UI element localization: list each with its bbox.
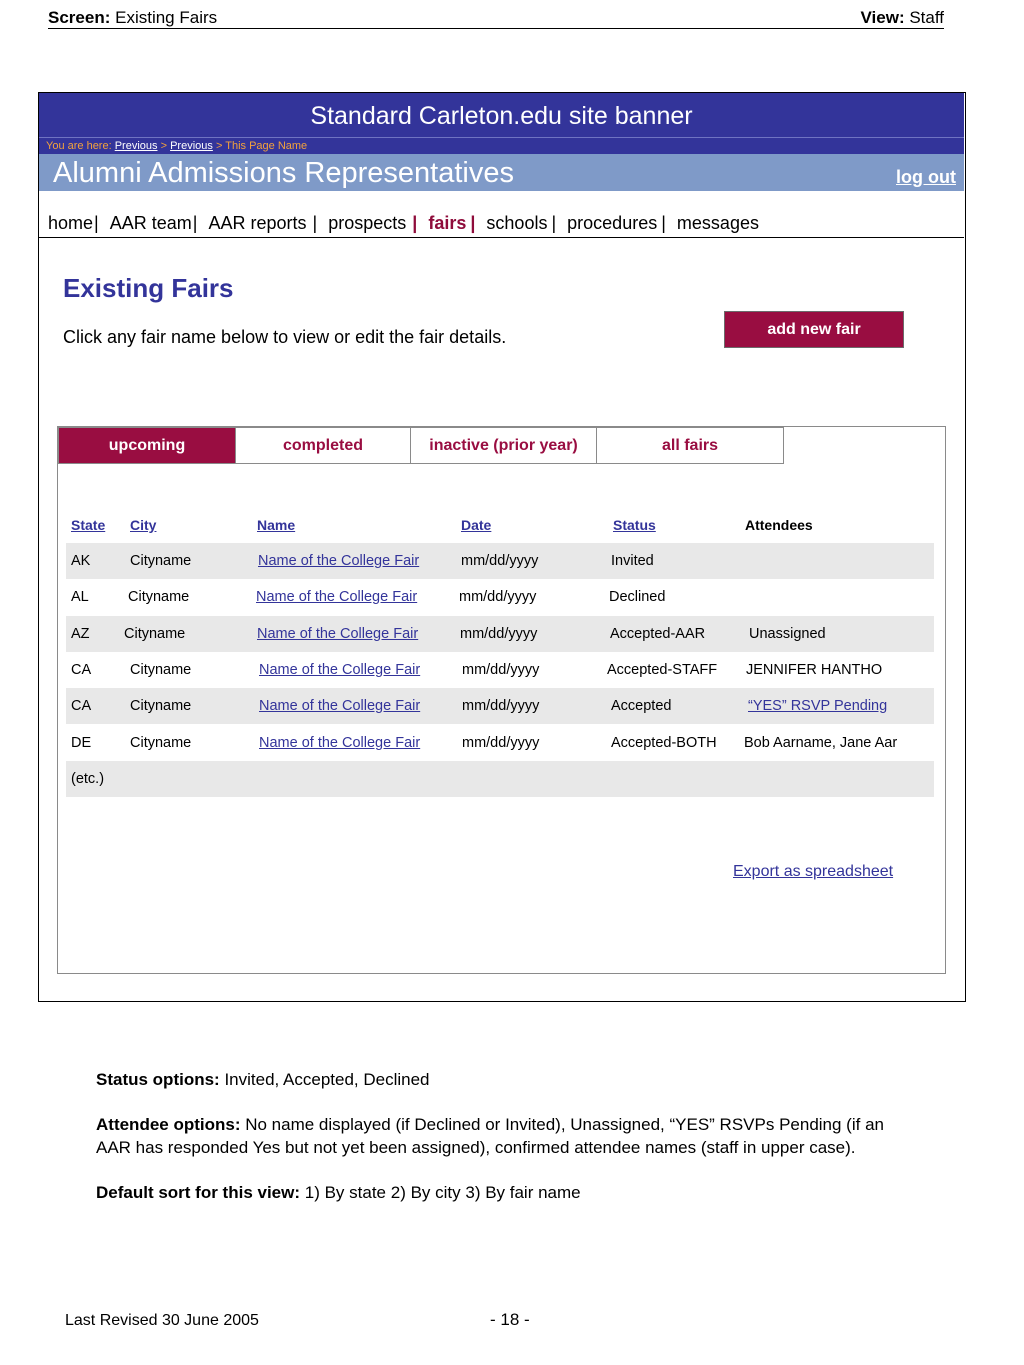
cell-state: AZ bbox=[71, 626, 90, 642]
nav-separator: | bbox=[551, 213, 557, 233]
rsvp-pending-link[interactable]: “YES” RSVP Pending bbox=[748, 698, 888, 714]
page-number: - 18 - bbox=[490, 1310, 530, 1329]
breadcrumb-separator: > bbox=[160, 140, 168, 152]
export-spreadsheet-link[interactable]: Export as spreadsheet bbox=[733, 863, 894, 880]
column-header-city[interactable]: City bbox=[130, 517, 157, 533]
cell-state: AK bbox=[71, 553, 91, 569]
note-text: No name displayed (if Declined or Invited), Unassigned, “YES” RSVPs Pending (if an AAR has responded Yes but not yet been assigned), confirmed attendee names (staff in upper case). bbox=[96, 1115, 884, 1157]
cell-date: mm/dd/yyyy bbox=[462, 698, 540, 714]
table-row bbox=[66, 543, 934, 579]
site-banner: Standard Carleton.edu site banner bbox=[39, 93, 964, 137]
attendee-options-note bbox=[96, 1113, 896, 1159]
cell-state: DE bbox=[71, 735, 92, 751]
nav-item-home[interactable]: home bbox=[48, 213, 94, 233]
note-text: 1) By state 2) By city 3) By fair name bbox=[300, 1183, 581, 1202]
nav-item-aar-team[interactable]: AAR team bbox=[109, 213, 192, 233]
note-label: Default sort for this view: bbox=[96, 1183, 301, 1202]
nav-separator: | bbox=[661, 213, 666, 233]
cell-city: Cityname bbox=[128, 589, 190, 605]
breadcrumb bbox=[39, 137, 964, 154]
nav-item-fairs[interactable]: fairs bbox=[428, 213, 467, 233]
breadcrumb-link-previous-1[interactable]: Previous bbox=[114, 140, 158, 152]
cell-date: mm/dd/yyyy bbox=[459, 589, 537, 605]
app-title: Alumni Admissions Representatives bbox=[53, 157, 514, 189]
fair-name-link[interactable]: Name of the College Fair bbox=[256, 589, 418, 605]
app-title-bar bbox=[39, 154, 964, 191]
nav-item-schools[interactable]: schools bbox=[486, 213, 548, 233]
annotation-notes bbox=[96, 1068, 896, 1226]
cell-status: Accepted-STAFF bbox=[607, 662, 718, 678]
screen-value: Existing Fairs bbox=[115, 8, 218, 27]
cell-attendees: Unassigned bbox=[749, 626, 826, 642]
note-text: Invited, Accepted, Declined bbox=[219, 1070, 430, 1089]
nav-item-procedures[interactable]: procedures bbox=[567, 213, 658, 233]
cell-status: Accepted-BOTH bbox=[611, 735, 717, 751]
table-row-etc bbox=[66, 761, 934, 797]
cell-city: Cityname bbox=[124, 626, 186, 642]
cell-date: mm/dd/yyyy bbox=[461, 553, 539, 569]
add-new-fair-button[interactable]: add new fair bbox=[724, 311, 904, 348]
status-options-note bbox=[96, 1068, 896, 1091]
fair-name-link[interactable]: Name of the College Fair bbox=[259, 735, 421, 751]
fairs-panel bbox=[57, 426, 946, 974]
view-label: View: bbox=[860, 8, 905, 27]
cell-state: CA bbox=[71, 662, 92, 678]
cell-city: Cityname bbox=[130, 735, 192, 751]
cell-city: Cityname bbox=[130, 698, 192, 714]
cell-status: Invited bbox=[611, 553, 654, 569]
nav-item-messages[interactable]: messages bbox=[676, 213, 759, 233]
table-row bbox=[66, 725, 934, 761]
table-row bbox=[66, 579, 934, 615]
cell-state: CA bbox=[71, 698, 92, 714]
last-revised-text: Last Revised 30 June 2005 bbox=[65, 1312, 259, 1329]
nav-separator: | bbox=[94, 213, 99, 233]
cell-city: Cityname bbox=[130, 662, 192, 678]
fair-name-link[interactable]: Name of the College Fair bbox=[258, 553, 420, 569]
cell-attendees: JENNIFER HANTHO bbox=[746, 662, 883, 678]
table-row bbox=[66, 652, 934, 688]
nav-item-prospects[interactable]: prospects bbox=[328, 213, 407, 233]
view-value: Staff bbox=[909, 8, 944, 27]
document-header bbox=[48, 8, 944, 29]
site-mockup-frame bbox=[38, 92, 966, 1002]
cell-status: Accepted bbox=[611, 698, 672, 714]
cell-date: mm/dd/yyyy bbox=[460, 626, 538, 642]
cell-date: mm/dd/yyyy bbox=[462, 735, 540, 751]
tab-inactive-prior-year[interactable]: inactive (prior year) bbox=[410, 427, 597, 464]
column-header-state[interactable]: State bbox=[71, 517, 106, 533]
fair-name-link[interactable]: Name of the College Fair bbox=[259, 662, 421, 678]
view-info bbox=[861, 8, 944, 28]
breadcrumb-link-previous-2[interactable]: Previous bbox=[170, 140, 213, 152]
tab-all-fairs[interactable]: all fairs bbox=[596, 427, 784, 464]
cell-date: mm/dd/yyyy bbox=[462, 662, 540, 678]
cell-status: Accepted-AAR bbox=[610, 626, 706, 642]
column-header-status[interactable]: Status bbox=[613, 517, 656, 533]
tab-completed[interactable]: completed bbox=[235, 427, 411, 464]
nav-separator: | bbox=[412, 213, 418, 233]
nav-separator: | bbox=[470, 213, 476, 233]
note-label: Status options: bbox=[96, 1070, 220, 1089]
default-sort-note bbox=[96, 1181, 896, 1204]
screen-info bbox=[48, 8, 217, 28]
column-header-attendees: Attendees bbox=[745, 517, 813, 533]
etc-text: (etc.) bbox=[71, 771, 105, 787]
cell-state: AL bbox=[71, 589, 89, 605]
table-row bbox=[66, 616, 934, 652]
nav-separator: | bbox=[192, 213, 198, 233]
breadcrumb-separator: > bbox=[215, 140, 223, 152]
breadcrumb-current: This Page Name bbox=[225, 140, 308, 152]
instructions-text: Click any fair name below to view or edit the fair details. bbox=[63, 327, 507, 347]
fair-name-link[interactable]: Name of the College Fair bbox=[259, 698, 421, 714]
fair-name-link[interactable]: Name of the College Fair bbox=[257, 626, 419, 642]
cell-attendees: Bob Aarname, Jane Aar bbox=[744, 735, 898, 751]
logout-link[interactable]: log out bbox=[896, 167, 956, 187]
table-row bbox=[66, 688, 934, 724]
nav-item-aar-reports[interactable]: AAR reports bbox=[208, 213, 307, 233]
cell-status: Declined bbox=[609, 589, 666, 605]
column-header-date[interactable]: Date bbox=[461, 517, 492, 533]
nav-separator: | bbox=[312, 213, 318, 233]
screen-label: Screen: bbox=[48, 8, 111, 27]
column-header-name[interactable]: Name bbox=[257, 517, 296, 533]
tab-upcoming[interactable]: upcoming bbox=[58, 427, 236, 464]
main-nav bbox=[39, 191, 964, 238]
breadcrumb-prefix: You are here: bbox=[46, 140, 112, 152]
cell-city: Cityname bbox=[130, 553, 192, 569]
page-title: Existing Fairs bbox=[63, 273, 234, 303]
note-label: Attendee options: bbox=[96, 1115, 241, 1134]
